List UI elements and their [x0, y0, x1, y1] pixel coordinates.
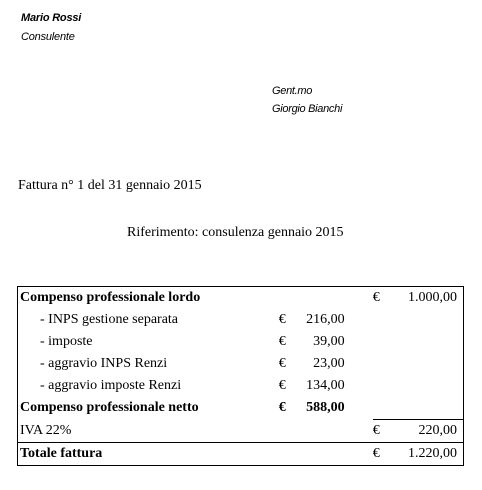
deduction-amount: 134,00: [306, 378, 345, 393]
net-label: Compenso professionale netto: [20, 400, 199, 416]
deduction-currency: €: [278, 356, 286, 371]
vat-label: IVA 22%: [20, 422, 72, 438]
deduction-label: - imposte: [40, 334, 93, 349]
recipient-salutation: Gent.mo: [272, 85, 313, 97]
invoice-reference: Riferimento: consulenza gennaio 2015: [127, 225, 344, 240]
net-amount: 588,00: [306, 400, 345, 416]
gross-label: Compenso professionale lordo: [20, 290, 201, 305]
sender-name: Mario Rossi: [21, 12, 82, 24]
table-row-deduction: [18, 353, 464, 375]
gross-amount-left: [297, 287, 350, 310]
table-row-deduction: [18, 309, 464, 331]
table-row-deduction: [18, 331, 464, 353]
gross-currency-left: [279, 287, 297, 310]
total-label: Totale fattura: [18, 443, 279, 466]
invoice-title: Fattura n° 1 del 31 gennaio 2015: [18, 178, 202, 193]
deduction-amount: 23,00: [313, 356, 345, 371]
deduction-amount: 216,00: [306, 312, 345, 327]
vat-amount: 220,00: [391, 420, 464, 443]
deduction-currency: €: [278, 334, 286, 349]
table-row-total: [18, 443, 464, 466]
deduction-label: - aggravio INPS Renzi: [40, 356, 168, 371]
deduction-label: - aggravio imposte Renzi: [40, 378, 182, 393]
gross-amount: 1.000,00: [408, 290, 457, 305]
table-row-gross: [18, 287, 464, 310]
total-currency: €: [373, 443, 391, 466]
vat-currency: €: [373, 420, 391, 443]
invoice-table: [17, 286, 464, 466]
total-amount: 1.220,00: [391, 443, 464, 466]
deduction-currency: €: [278, 378, 286, 393]
gross-currency: €: [372, 290, 380, 305]
table-row-deduction: [18, 375, 464, 397]
net-currency: €: [278, 400, 286, 416]
table-row-vat: [18, 420, 464, 443]
recipient-name: Giorgio Bianchi: [272, 103, 343, 115]
sender-role: Consulente: [21, 31, 75, 43]
deduction-currency: €: [278, 312, 286, 327]
deduction-label: - INPS gestione separata: [40, 312, 179, 327]
table-row-net: [18, 397, 464, 420]
deduction-amount: 39,00: [313, 334, 345, 349]
